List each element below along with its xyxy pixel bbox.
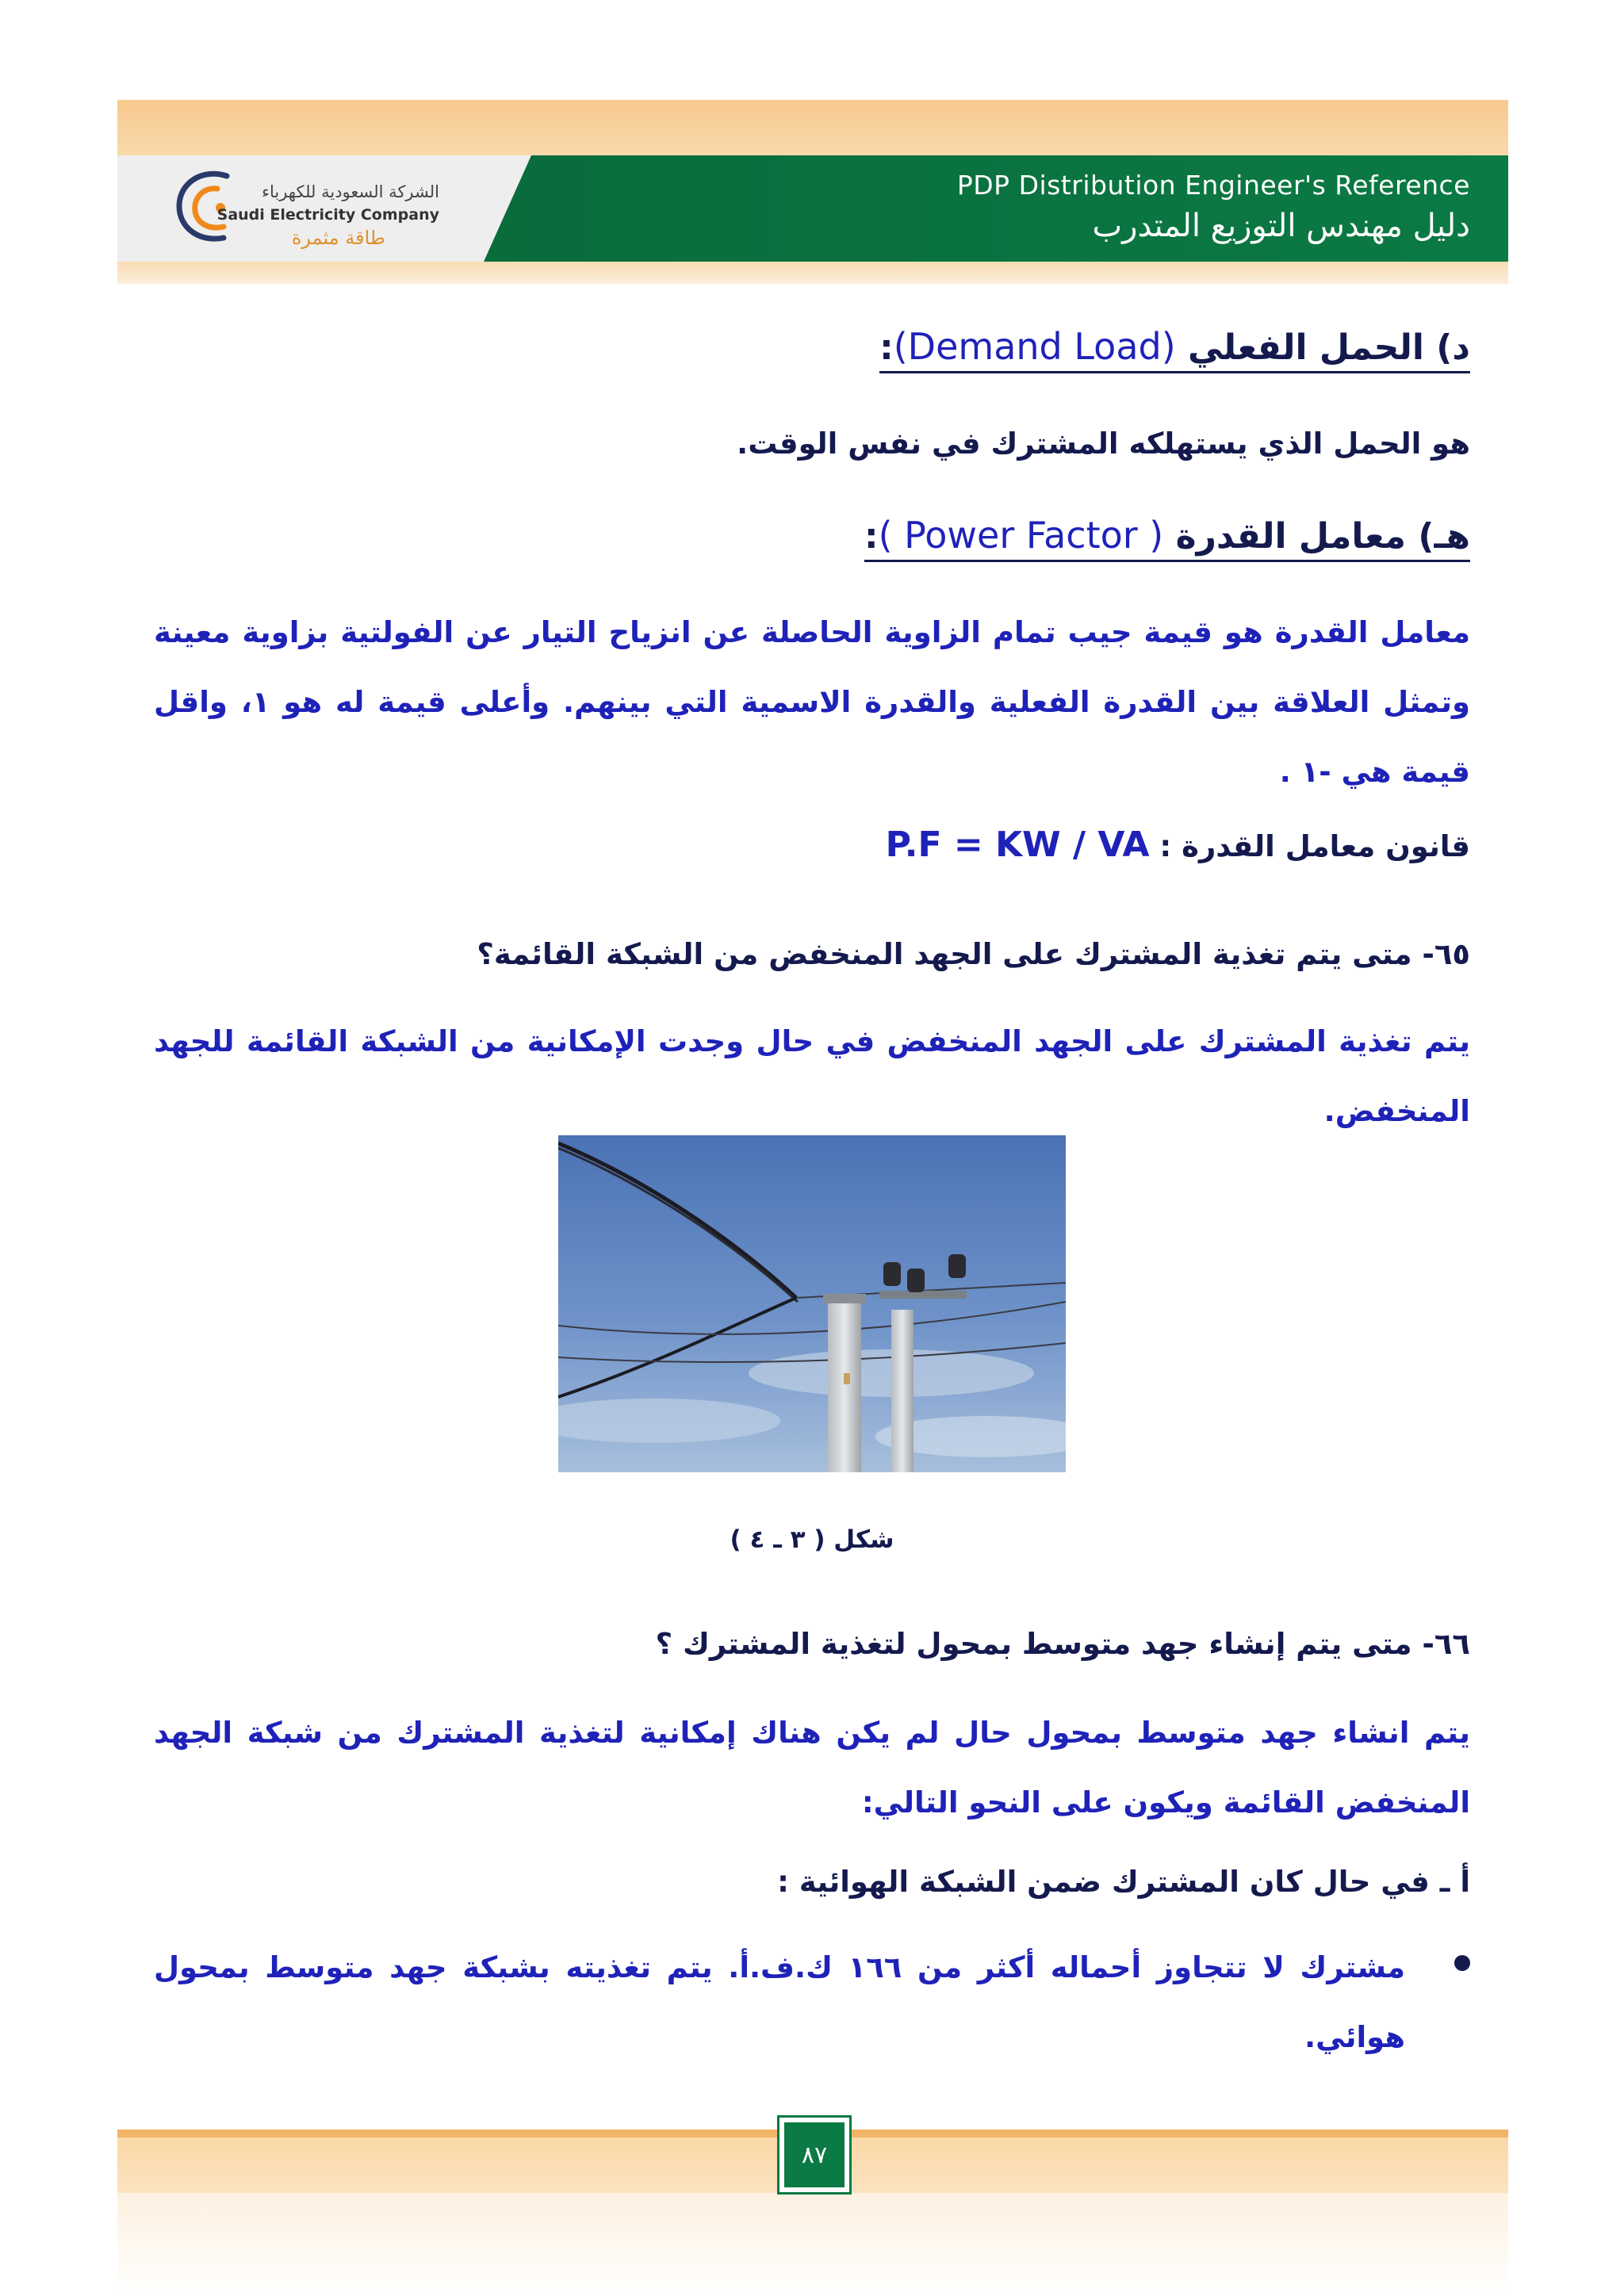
sub-heading-overhead-network: أ ـ في حال كان المشترك ضمن الشبكة الهوائية : — [777, 1865, 1470, 1899]
company-logo — [167, 159, 452, 258]
footer-fade — [117, 2193, 1508, 2296]
header-title-en: PDP Distribution Engineer's Reference — [956, 170, 1470, 201]
figure-caption: شكل ( ٣ ـ ٤ ) — [730, 1525, 894, 1554]
logo-name-ar: الشركة السعودية للكهرباء — [262, 182, 439, 201]
logo-tagline: طاقة مثمرة — [291, 227, 385, 249]
header-bottom-strip — [117, 262, 1508, 284]
formula-expression: P.F = KW / VA — [885, 825, 1150, 865]
formula-label: قانون معامل القدرة : — [1159, 829, 1470, 863]
page-number-box — [777, 2115, 852, 2195]
bullet-text: مشترك لا تتجاوز أحماله أكثر من ١٦٦ ك.ف.أ. يتم تغذيته بشبكة جهد متوسط بمحول هوائي. — [154, 1950, 1406, 2054]
power-factor-term: ( Power Factor ) — [878, 514, 1164, 557]
power-factor-prefix: هـ) معامل القدرة — [1175, 516, 1470, 557]
power-factor-colon: : — [864, 516, 879, 557]
power-factor-definition: معامل القدرة هو قيمة جيب تمام الزاوية الحاصلة عن انزياح التيار عن الفولتية بزاوية معينة وتمثل العلاقة بين القدرة الفعلية والقدرة الاسمية التي بينهم. وأعلى قيمة له هو ١، واقل قيمة هي -١ . — [154, 615, 1471, 789]
bullet-dot-icon — [1454, 1955, 1470, 1971]
demand-load-definition: هو الحمل الذي يستهلكه المشترك في نفس الوقت. — [737, 427, 1470, 461]
answer-65: يتم تغذية المشترك على الجهد المنخفض في حال وجدت الإمكانية من الشبكة القائمة للجهد المنخفض. — [154, 1024, 1470, 1128]
figure-utility-pole-photo — [558, 1135, 1066, 1472]
header-top-strip — [117, 100, 1508, 155]
demand-load-colon: : — [879, 327, 894, 368]
page-number: ٨٧ — [784, 2122, 845, 2187]
list-item — [154, 1933, 1470, 2072]
power-factor-heading — [864, 514, 1470, 562]
question-65: ٦٥- متى يتم تغذية المشترك على الجهد المنخفض من الشبكة القائمة؟ — [477, 937, 1470, 971]
logo-name-en: Saudi Electricity Company — [216, 206, 439, 224]
demand-load-term: (Demand Load) — [893, 325, 1176, 368]
power-factor-formula — [886, 825, 1470, 865]
question-66: ٦٦- متى يتم إنشاء جهد متوسط بمحول لتغذية المشترك ؟ — [655, 1627, 1470, 1661]
demand-load-prefix: د) الحمل الفعلي — [1188, 327, 1470, 368]
demand-load-heading — [879, 325, 1470, 373]
header-title-ar: دليل مهندس التوزيع المتدرب — [1092, 208, 1470, 244]
answer-66: يتم انشاء جهد متوسط بمحول حال لم يكن هناك إمكانية لتغذية المشترك من شبكة الجهد المنخفض القائمة ويكون على النحو التالي: — [154, 1716, 1470, 1820]
